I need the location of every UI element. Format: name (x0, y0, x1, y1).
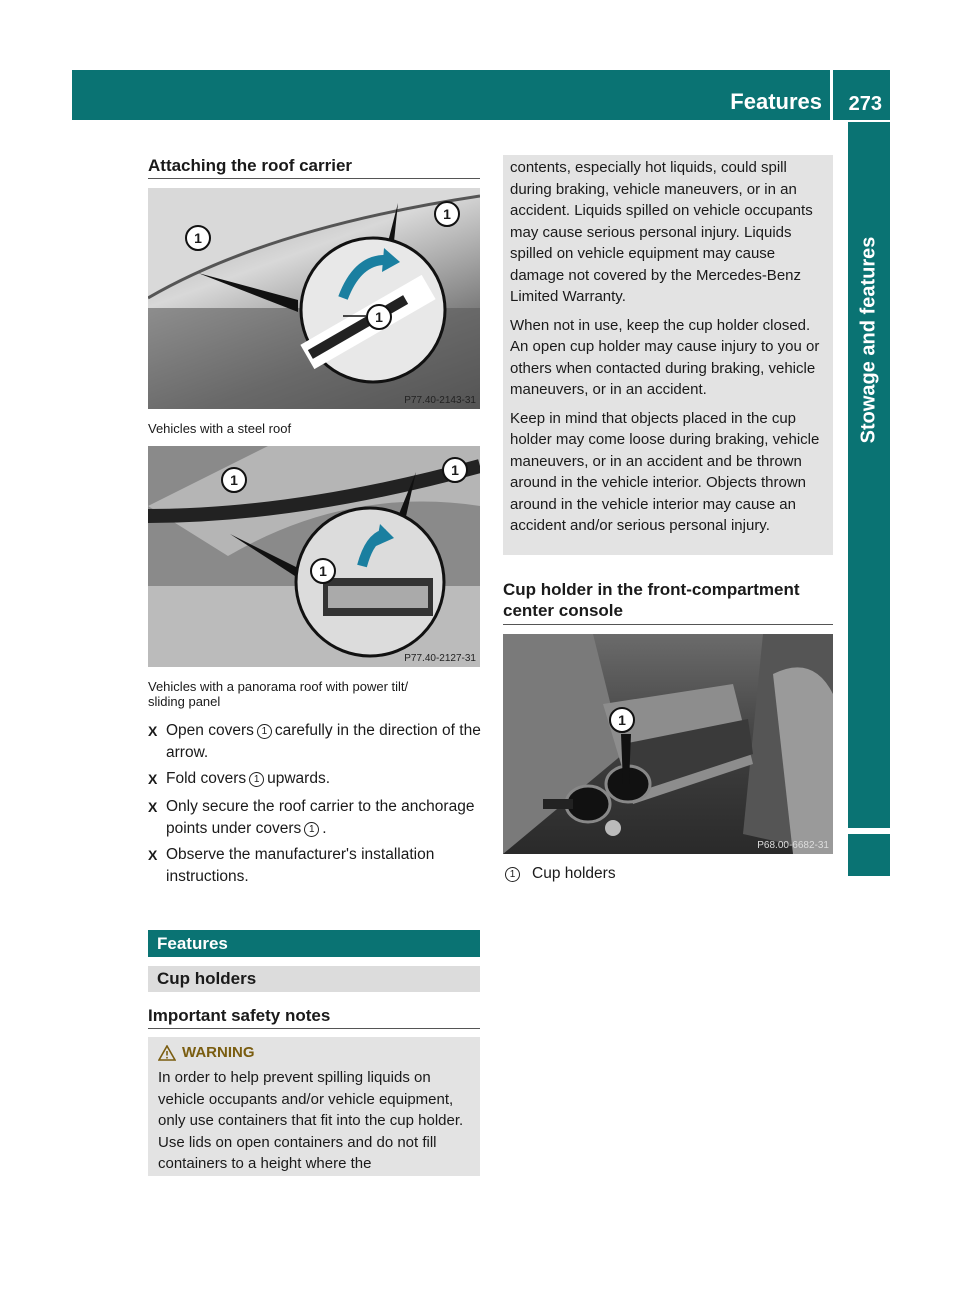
legend-item (503, 864, 616, 884)
page-number: 273 (848, 93, 882, 115)
callout-1-marker: 1 (442, 457, 468, 483)
callout-1-marker: 1 (310, 558, 336, 584)
warning-text: contents, especially hot liquids, could spill during braking, vehicle maneuvers, or in an accident. Liquids spilled on vehicle occupants may cause serious personal injury. Liquids spilled on vehicle equipment may cause damage not covered by the Mercedes-Benz Limited Warranty. (510, 159, 813, 305)
warning-label: WARNING (182, 1044, 255, 1061)
cup-holders-subsection-bar: Cup holders (148, 966, 480, 992)
heading-rule (503, 624, 833, 625)
photo-reference-code: P68.00-6682-31 (757, 840, 829, 851)
instruction-step (148, 768, 482, 790)
step-arrow-icon: X (148, 723, 158, 739)
callout-1-marker: 1 (434, 201, 460, 227)
warning-box (148, 1037, 480, 1176)
heading-rule (148, 1028, 480, 1029)
callout-1-marker: 1 (257, 724, 272, 739)
front-console-heading-line1: Cup holder in the front-compartment (503, 580, 800, 599)
step-text: carefully in the direction of the arrow. (166, 722, 481, 761)
side-chapter-tab-label: Stowage and features (857, 236, 880, 444)
steel-roof-photo (148, 188, 480, 409)
front-console-heading (503, 579, 800, 621)
instruction-step (148, 844, 482, 888)
step-text: upwards. (267, 770, 331, 787)
side-chapter-tab (848, 122, 890, 828)
side-tab-marker (848, 834, 890, 876)
callout-1-marker: 1 (366, 304, 392, 330)
cup-holder-illustration (503, 634, 833, 854)
photo-reference-code: P77.40-2127-31 (404, 653, 476, 664)
callout-1-marker: 1 (221, 467, 247, 493)
steel-roof-illustration (148, 188, 480, 409)
warning-text: Keep in mind that objects placed in the cup holder may come loose during braking, vehicle maneuvers, or in an accident and be thrown around in the vehicle interior. Objects thrown around in the vehicle interior may cause an accident and/or serious personal injury. (510, 409, 820, 534)
callout-1-marker: 1 (505, 867, 520, 882)
callout-1-marker: 1 (185, 225, 211, 251)
panorama-roof-illustration (148, 446, 480, 667)
step-text: . (322, 820, 327, 837)
instruction-step (148, 796, 482, 840)
callout-1-marker: 1 (304, 822, 319, 837)
heading-rule (148, 178, 480, 179)
features-section-bar: Features (148, 930, 480, 957)
step-arrow-icon: X (148, 771, 158, 787)
header-section-title: Features (730, 89, 822, 114)
callout-1-marker: 1 (609, 707, 635, 733)
callout-1-marker: 1 (249, 772, 264, 787)
warning-triangle-icon (158, 1045, 176, 1061)
front-console-heading-line2: center console (503, 601, 623, 620)
warning-text: In order to help prevent spilling liquids on vehicle occupants and/or vehicle equipment, only use containers that fit into the cup holder. Use lids on open containers and do not fill containers to a height where the (158, 1069, 464, 1172)
step-arrow-icon: X (148, 799, 158, 815)
page-header (72, 70, 890, 120)
panorama-roof-caption-line2: sliding panel (148, 694, 221, 709)
panorama-roof-caption-line1: Vehicles with a panorama roof with power tilt/ (148, 679, 409, 694)
legend-label: Cup holders (532, 865, 616, 882)
warning-heading (158, 1042, 471, 1063)
roof-carrier-heading: Attaching the roof carrier (148, 156, 353, 175)
cup-holder-photo (503, 634, 833, 854)
warning-text: When not in use, keep the cup holder closed. An open cup holder may cause injury to you or others when contacted during braking, vehicle maneuvers, or in an accident. (510, 316, 820, 398)
step-text: Only secure the roof carrier to the anchorage points under covers (166, 798, 475, 837)
photo-reference-code: P77.40-2143-31 (404, 395, 476, 406)
instruction-step (148, 720, 482, 764)
steel-roof-caption: Vehicles with a steel roof (148, 421, 292, 436)
warning-box-continued (503, 155, 833, 555)
panorama-roof-photo (148, 446, 480, 667)
step-text: Fold covers (166, 770, 247, 787)
step-text: Open covers (166, 722, 254, 739)
safety-notes-heading: Important safety notes (148, 1006, 331, 1025)
step-arrow-icon: X (148, 847, 158, 863)
panorama-roof-caption (148, 679, 408, 709)
header-divider (830, 70, 833, 120)
step-text: Observe the manufacturer's installation instructions. (166, 846, 435, 885)
